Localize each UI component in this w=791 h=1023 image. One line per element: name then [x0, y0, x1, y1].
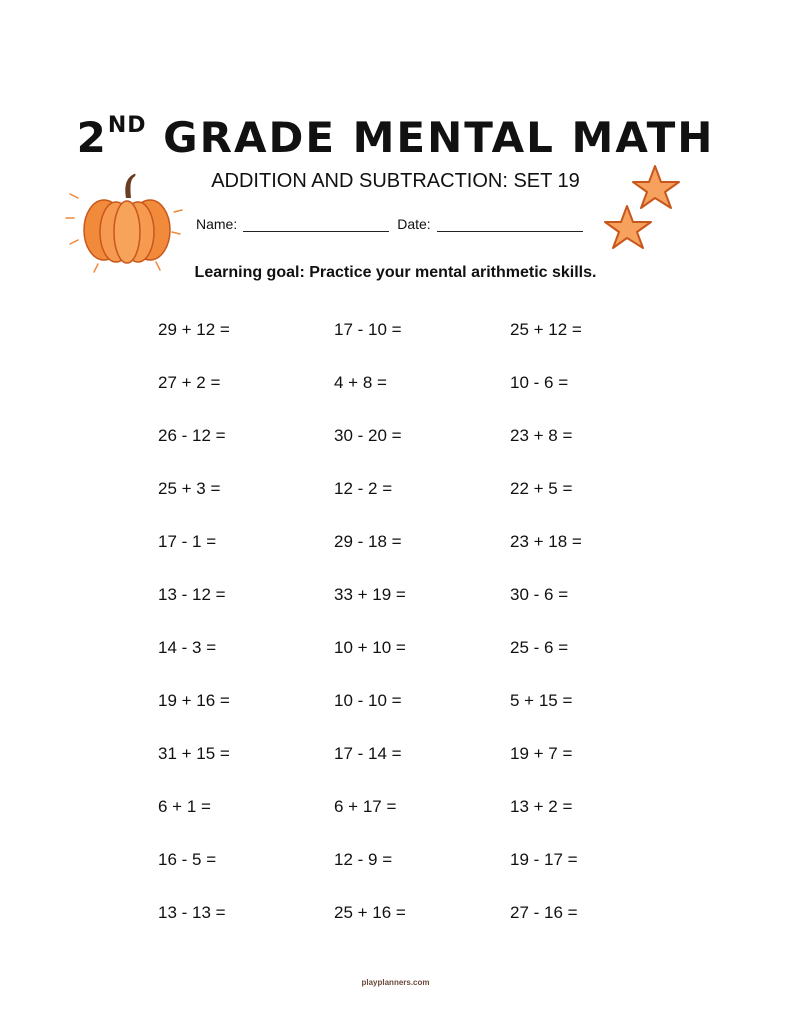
math-problem: 31 + 15 =: [158, 744, 230, 763]
math-problem: 10 - 6 =: [510, 373, 569, 392]
math-problem: 25 + 16 =: [334, 903, 406, 922]
math-problem: 16 - 5 =: [158, 850, 217, 869]
worksheet-title: [0, 98, 791, 166]
math-problem: 10 + 10 =: [334, 638, 406, 657]
math-problem: 4 + 8 =: [334, 373, 387, 392]
date-label: Date:: [397, 216, 431, 232]
math-problem: 26 - 12 =: [158, 426, 226, 445]
name-field[interactable]: [243, 217, 389, 232]
math-problem: 22 + 5 =: [510, 479, 573, 498]
math-problem: 5 + 15 =: [510, 691, 573, 710]
math-problem: 30 - 6 =: [510, 585, 569, 604]
math-problem: 17 - 14 =: [334, 744, 402, 763]
math-problem: 12 - 2 =: [334, 479, 393, 498]
footer-text: playplanners.com: [361, 978, 430, 987]
math-problem: 25 + 12 =: [510, 320, 582, 339]
math-problem: 27 + 2 =: [158, 373, 221, 392]
math-problem: 13 + 2 =: [510, 797, 573, 816]
title-superscript: ND: [107, 113, 147, 138]
math-problem: 29 + 12 =: [158, 320, 230, 339]
learning-goal: Learning goal: Practice your mental arithmetic skills.: [194, 264, 597, 281]
worksheet-subtitle: ADDITION AND SUBTRACTION: SET 19: [211, 170, 580, 192]
math-problem: 29 - 18 =: [334, 532, 402, 551]
title-grade-number: 2: [76, 113, 108, 162]
math-problem: 14 - 3 =: [158, 638, 217, 657]
math-problem: 6 + 17 =: [334, 797, 397, 816]
math-problem: 6 + 1 =: [158, 797, 211, 816]
math-problem: 33 + 19 =: [334, 585, 406, 604]
math-problem: 17 - 10 =: [334, 320, 402, 339]
math-problem: 23 + 18 =: [510, 532, 582, 551]
footer-logo: [0, 978, 791, 987]
math-problem: 23 + 8 =: [510, 426, 573, 445]
math-problem: 27 - 16 =: [510, 903, 578, 922]
math-problem: 17 - 1 =: [158, 532, 217, 551]
name-date-row: [196, 216, 591, 232]
math-problem: 19 + 16 =: [158, 691, 230, 710]
math-problem: 13 - 13 =: [158, 903, 226, 922]
date-field[interactable]: [437, 217, 583, 232]
math-problem: 30 - 20 =: [334, 426, 402, 445]
math-problem: 25 - 6 =: [510, 638, 569, 657]
name-label: Name:: [196, 216, 238, 232]
math-problem: 19 + 7 =: [510, 744, 573, 763]
math-problem: 25 + 3 =: [158, 479, 221, 498]
star-icon: [603, 162, 687, 254]
math-problem: 13 - 12 =: [158, 585, 226, 604]
math-problem: 10 - 10 =: [334, 691, 402, 710]
problem-grid: [158, 318, 686, 954]
title-text: GRADE MENTAL MATH: [146, 113, 715, 162]
math-problem: 12 - 9 =: [334, 850, 393, 869]
math-problem: 19 - 17 =: [510, 850, 578, 869]
